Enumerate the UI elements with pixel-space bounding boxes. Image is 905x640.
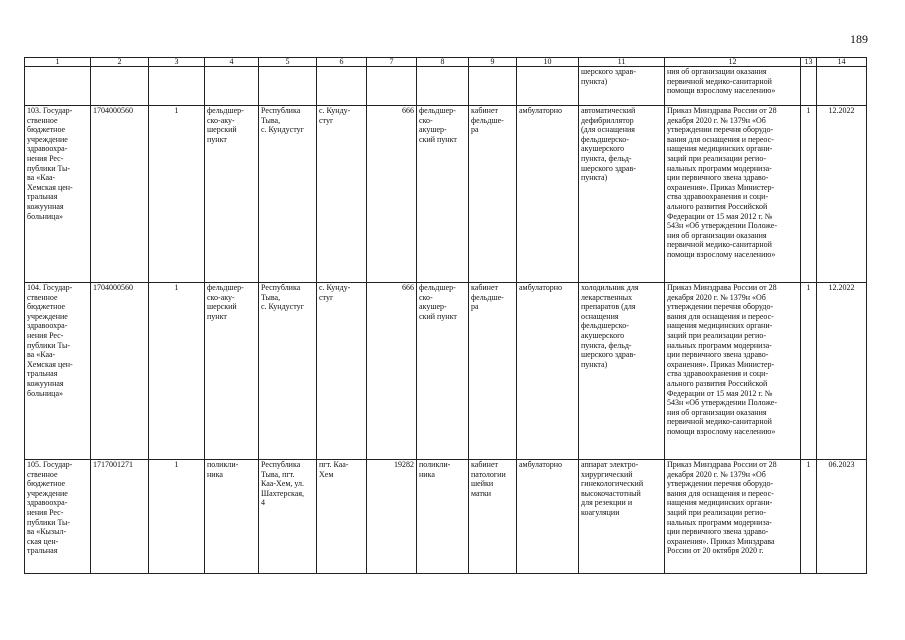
table-cell <box>517 67 579 106</box>
care-type-cell: амбулаторно <box>517 106 579 283</box>
table-cell <box>817 67 867 106</box>
table-row <box>25 460 867 574</box>
column-number-row <box>25 58 867 67</box>
date-cell: 06.2023 <box>817 460 867 574</box>
column-number: 10 <box>517 58 579 67</box>
room-cell: кабинет патологии шейки матки <box>469 460 517 574</box>
column-number: 12 <box>665 58 801 67</box>
table-cell <box>367 67 417 106</box>
quantity-cell: 1 <box>801 106 817 283</box>
care-type-cell: амбулаторно <box>517 460 579 574</box>
table-cell <box>149 67 205 106</box>
division-cell: фельдшер- ско- акушер- ский пункт <box>417 106 469 283</box>
count-cell: 1 <box>149 106 205 283</box>
equipment-cell: шерского здрав- пункта) <box>579 67 665 106</box>
table-cell <box>801 67 817 106</box>
table-cell <box>25 67 91 106</box>
unit-type-cell: поликли- ника <box>205 460 259 574</box>
equipment-cell: автоматический дефибриллятор (для оснащения фельдшерско- акушерского пункта, фельд- шерского здрав- пункта) <box>579 106 665 283</box>
division-cell: фельдшер- ско- акушер- ский пункт <box>417 283 469 460</box>
equipment-table <box>24 57 867 574</box>
column-number: 2 <box>91 58 149 67</box>
organization-cell: 105. Государ- ственное бюджетное учреждение здравоохра- нения Рес- публики Ты- ва «Кызыл- ская цен- тральная <box>25 460 91 574</box>
legal-basis-cell: Приказ Минздрава России от 28 декабря 2020 г. № 1379н «Об утверждении перечня оборудо- вания для оснащения и переос- нащения медицинских органи- заций при реализации регио- нальных программ модерниза- ции первичного звена здраво- охранения». Приказ Минздрава России от 20 октября 2020 г. <box>665 460 801 574</box>
quantity-cell: 1 <box>801 460 817 574</box>
column-number: 3 <box>149 58 205 67</box>
organization-cell: 104. Государ- ственное бюджетное учреждение здравоохра- нения Рес- публики Ты- ва «Каа- Хемская цен- тральная кожуунная больница» <box>25 283 91 460</box>
population-cell: 19282 <box>367 460 417 574</box>
code-cell: 1704000560 <box>91 106 149 283</box>
table-cell <box>317 67 367 106</box>
column-number: 5 <box>259 58 317 67</box>
settlement-cell: с. Кунду- стуг <box>317 106 367 283</box>
care-type-cell: амбулаторно <box>517 283 579 460</box>
room-cell: кабинет фельдше- ра <box>469 283 517 460</box>
legal-basis-cell: ния об организации оказания первичной медико-санитарной помощи взрослому населению» <box>665 67 801 106</box>
column-number: 13 <box>801 58 817 67</box>
equipment-cell: аппарат электро- хирургический гинекологический высокочастотный для резекции и коагуляции <box>579 460 665 574</box>
column-number: 1 <box>25 58 91 67</box>
table-row <box>25 283 867 460</box>
count-cell: 1 <box>149 283 205 460</box>
table-row <box>25 106 867 283</box>
column-number: 8 <box>417 58 469 67</box>
code-cell: 1704000560 <box>91 283 149 460</box>
address-cell: Республика Тыва, с. Кундустуг <box>259 283 317 460</box>
address-cell: Республика Тыва, пгт. Каа-Хем, ул. Шахтерская, 4 <box>259 460 317 574</box>
address-cell: Республика Тыва, с. Кундустуг <box>259 106 317 283</box>
date-cell: 12.2022 <box>817 106 867 283</box>
count-cell: 1 <box>149 460 205 574</box>
code-cell: 1717001271 <box>91 460 149 574</box>
settlement-cell: с. Кунду- стуг <box>317 283 367 460</box>
column-number: 9 <box>469 58 517 67</box>
column-number: 6 <box>317 58 367 67</box>
table-cell <box>91 67 149 106</box>
legal-basis-cell: Приказ Минздрава России от 28 декабря 2020 г. № 1379н «Об утверждении перечня оборудо- вания для оснащения и переос- нащения медицинских органи- заций при реализации регио- нальных программ модерниза- ции первичного звена здраво- охранения». Приказ Министер- ства здравоохранения и соци- ального развития Российской Федерации от 15 мая 2012 г. № 543н «Об утверждении Положе- ния об организации оказания первичной медико-санитарной помощи взрослому населению» <box>665 283 801 460</box>
unit-type-cell: фельдшер- ско-аку- шерский пункт <box>205 283 259 460</box>
page-number: 189 <box>850 32 868 46</box>
table-cell <box>417 67 469 106</box>
table-cell <box>469 67 517 106</box>
division-cell: поликли- ника <box>417 460 469 574</box>
organization-cell: 103. Государ- ственное бюджетное учреждение здравоохра- нения Рес- публики Ты- ва «Каа- Хемская цен- тральная кожуунная больница» <box>25 106 91 283</box>
population-cell: 666 <box>367 283 417 460</box>
date-cell: 12.2022 <box>817 283 867 460</box>
column-number: 7 <box>367 58 417 67</box>
legal-basis-cell: Приказ Минздрава России от 28 декабря 2020 г. № 1379н «Об утверждении перечня оборудо- вания для оснащения и переос- нащения медицинских органи- заций при реализации регио- нальных программ модерниза- ции первичного звена здраво- охранения». Приказ Министер- ства здравоохранения и соци- ального развития Российской Федерации от 15 мая 2012 г. № 543н «Об утверждении Положе- ния об организации оказания первичной медико-санитарной помощи взрослому населению» <box>665 106 801 283</box>
unit-type-cell: фельдшер- ско-аку- шерский пункт <box>205 106 259 283</box>
equipment-cell: холодильник для лекарственных препаратов (для оснащения фельдшерско- акушерского пункта, фельд- шерского здрав- пункта) <box>579 283 665 460</box>
table-cell <box>205 67 259 106</box>
population-cell: 666 <box>367 106 417 283</box>
column-number: 11 <box>579 58 665 67</box>
column-number: 4 <box>205 58 259 67</box>
table-cell <box>259 67 317 106</box>
quantity-cell: 1 <box>801 283 817 460</box>
room-cell: кабинет фельдше- ра <box>469 106 517 283</box>
column-number: 14 <box>817 58 867 67</box>
settlement-cell: пгт. Каа- Хем <box>317 460 367 574</box>
continuation-row <box>25 67 867 106</box>
